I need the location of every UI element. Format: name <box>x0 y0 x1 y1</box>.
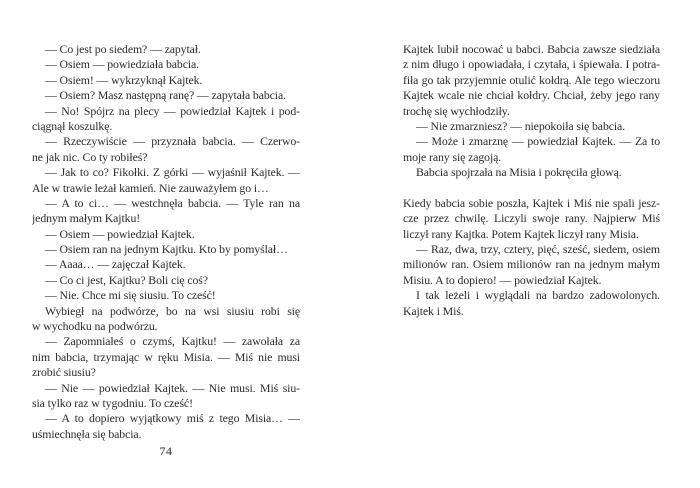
text-line: — Osiem — powiedział Kajtek. <box>45 226 195 241</box>
text-line: — Nie. Chce mi się siusiu. To cześć! <box>45 288 216 303</box>
text-line: cze przez chwilę. Liczyli swoje rany. Najpierw Miś <box>403 211 660 226</box>
text-line: — Co ci jest, Kajtku? Boli cię coś? <box>45 272 208 287</box>
text-line: — Osiem ran na jednym Kajtku. Kto by pomyślał… <box>45 242 288 257</box>
text-line: — Nie — powiedział Kajtek. — Nie musi. Miś siu- <box>45 380 300 395</box>
text-line: Kajtek lubił nocować u babci. Babcia zawsze siedziała <box>403 42 660 56</box>
text-line: Babcia spojrzała na Misia i pokręciła głową. <box>416 165 622 180</box>
text-line: Misiu. A to dopiero! — powiedział Kajtek. <box>403 272 602 287</box>
text-line: jednym małym Kajtku! <box>32 211 141 226</box>
text-line: — Aaaa… — zajęczał Kajtek. <box>45 257 186 272</box>
text-line: z nim długo i opowiadała, i czytała, i śpiewała. I potra- <box>403 57 660 72</box>
text-line: — Nie zmarzniesz? — niepokoiła się babcia. <box>416 118 626 133</box>
text-line: zrobić siusiu? <box>32 365 96 380</box>
text-line: — Zapomniałeś o czymś, Kajtku! — zawołała za <box>45 334 300 349</box>
text-line: — Może i zmarznę — powiedział Kajtek. — Za to <box>416 134 660 149</box>
text-line: Kiedy babcia sobie poszła, Kajtek i Miś nie spali jesz- <box>403 195 660 210</box>
text-line: ne jak nic. Co ty robiłeś? <box>32 149 148 164</box>
text-line: sia tylko raz w tygodniu. To cześć! <box>32 395 193 410</box>
text-line: — A to dopiero wyjątkowy miś z tego Misia… — <box>45 411 300 426</box>
text-line: Ale w trawie leżał kamień. Nie zauważyłem go i… <box>32 180 269 195</box>
text-line: — Osiem? Masz następną ranę? — zapytała babcia. <box>45 88 286 103</box>
text-line: ciągnął koszulkę. <box>32 118 113 133</box>
text-line: w wychodku na podwórzu. <box>32 319 158 334</box>
text-line: — Osiem — powiedziała babcia. <box>45 57 200 72</box>
right-page-text-column <box>403 42 660 319</box>
text-line: Wybiegł na podwórze, bo na wsi siusiu robi się <box>45 303 300 318</box>
text-line: — Osiem! — wykrzyknął Kajtek. <box>45 72 203 87</box>
text-line: uśmiechnęła się babcia. <box>32 426 142 441</box>
page-number: 74 <box>159 444 173 458</box>
text-line: Kajtek i Miś. <box>403 303 464 318</box>
left-page-text-column <box>32 42 300 442</box>
text-line: — Rzeczywiście — przyznała babcia. — Czerwo- <box>45 134 300 149</box>
text-line: nim babcia, trzymając w ręku Misia. — Miś nie musi <box>32 349 300 364</box>
text-line: trochę się wychłodziły. <box>403 103 510 118</box>
text-line: — Co jest po siedem? — zapytał. <box>45 42 201 56</box>
text-line: Kajtek wcale nie chciał kołdry. Chciał, żeby jego rany <box>403 88 660 103</box>
text-line: moje rany się zagoją. <box>403 149 502 164</box>
text-line: — Jak to co? Fikołki. Z górki — wyjaśnił Kajtek. — <box>45 165 300 180</box>
text-line: liczył rany Kajtka. Potem Kajtek liczył rany Misia. <box>403 226 639 241</box>
text-line: — Raz, dwa, trzy, cztery, pięć, sześć, siedem, osiem <box>416 242 660 257</box>
text-line: milionów ran. Osiem milionów ran na jednym małym <box>403 257 660 272</box>
text-line: I tak leżeli i wyglądali na bardzo zadowolonych. <box>416 288 660 303</box>
text-line: fiła go tak przyjemnie otulić kołdrą. Ale tego wieczoru <box>403 72 660 87</box>
text-line: — A to ci… — westchnęła babcia. — Tyle ran na <box>45 195 300 210</box>
text-line: — No! Spójrz na plecy — powiedział Kajtek i pod- <box>45 103 300 118</box>
